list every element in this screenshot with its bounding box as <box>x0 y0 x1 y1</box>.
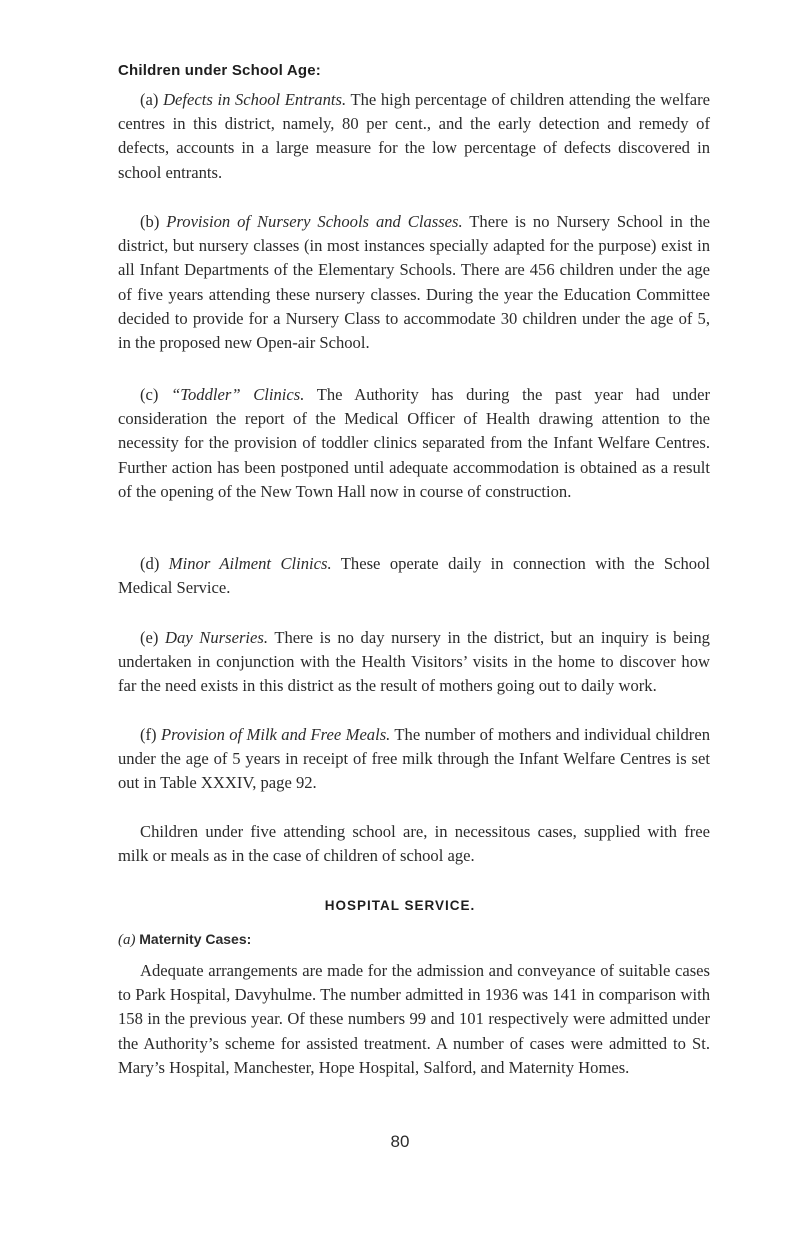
paragraph-text: The high percentage of children attending the welfare centres in this district, namely, 80 per cent., and the early detection and remedy of defects, accounts in a large measure for the low percentage of defects discovered in school entrants. <box>118 90 710 182</box>
paragraph-label: (a) <box>140 90 159 109</box>
paragraph-b <box>118 210 710 355</box>
subheading-title: Maternity Cases: <box>139 931 252 947</box>
paragraph-text: The number of mothers and individual children under the age of 5 years in receipt of free milk through the Infant Welfare Centres is set out in Table XXXIV, page 92. <box>118 725 710 793</box>
section-heading: Children under School Age: <box>118 62 321 79</box>
paragraph-free-milk <box>118 820 710 868</box>
paragraph-text: There is no Nursery School in the district, but nursery classes (in most instances specially adapted for the purpose) exist in all Infant Departments of the Elementary Schools. There are 456 children under the age of five years attending these nursery classes. During the year the Education Committee decided to provide for a Nursery Class to accommodate 30 children under the age of 5, in the proposed new Open-air School. <box>118 212 710 353</box>
paragraph-title: “Toddler” Clinics. <box>171 385 305 404</box>
subheading-label: (a) <box>118 932 136 948</box>
paragraph-title: Minor Ailment Clinics. <box>168 554 332 573</box>
paragraph-text: Adequate arrangements are made for the admission and conveyance of suitable cases to Park Hospital, Davyhulme. The number admitted in 1936 was 141 in comparison with 158 in the previous year. Of these numbers 99 and 101 respectively were admitted under the Authority’s scheme for assisted treatment. A number of cases were admitted to St. Mary’s Hospital, Manchester, Hope Hospital, Salford, and Maternity Homes. <box>118 961 710 1077</box>
paragraph-title: Defects in School Entrants. <box>163 90 347 109</box>
paragraph-label: (f) <box>140 725 157 744</box>
paragraph-text: Children under five attending school are, in necessitous cases, supplied with free milk or meals as in the case of children of school age. <box>118 822 710 866</box>
paragraph-label: (c) <box>140 385 159 404</box>
paragraph-title: Provision of Milk and Free Meals. <box>160 725 391 744</box>
paragraph-title: Provision of Nursery Schools and Classes. <box>166 212 463 231</box>
paragraph-c <box>118 383 710 504</box>
paragraph-d <box>118 552 710 600</box>
paragraph-maternity <box>118 959 710 1080</box>
paragraph-label: (e) <box>140 628 159 647</box>
paragraph-e <box>118 626 710 699</box>
paragraph-text: The Authority has during the past year had under consideration the report of the Medical Officer of Health drawing attention to the necessity for the provision of toddler clinics separated from the Infant Welfare Centres. Further action has been postponed until adequate accommodation is obtained as a result of the opening of the New Town Hall now in course of construction. <box>118 385 710 501</box>
paragraph-f <box>118 723 710 796</box>
paragraph-label: (d) <box>140 554 160 573</box>
paragraph-title: Day Nurseries. <box>165 628 268 647</box>
maternity-subheading <box>118 931 251 949</box>
hospital-service-title: HOSPITAL SERVICE. <box>324 898 476 913</box>
paragraph-label: (b) <box>140 212 160 231</box>
paragraph-text: There is no day nursery in the district, but an inquiry is being undertaken in conjunction with the Health Visitors’ visits in the home to discover how far the need exists in this district as the result of mothers going out to daily work. <box>118 628 710 696</box>
paragraph-a <box>118 88 710 185</box>
page-number: 80 <box>390 1132 410 1151</box>
paragraph-text: These operate daily in connection with the School Medical Service. <box>118 554 710 598</box>
